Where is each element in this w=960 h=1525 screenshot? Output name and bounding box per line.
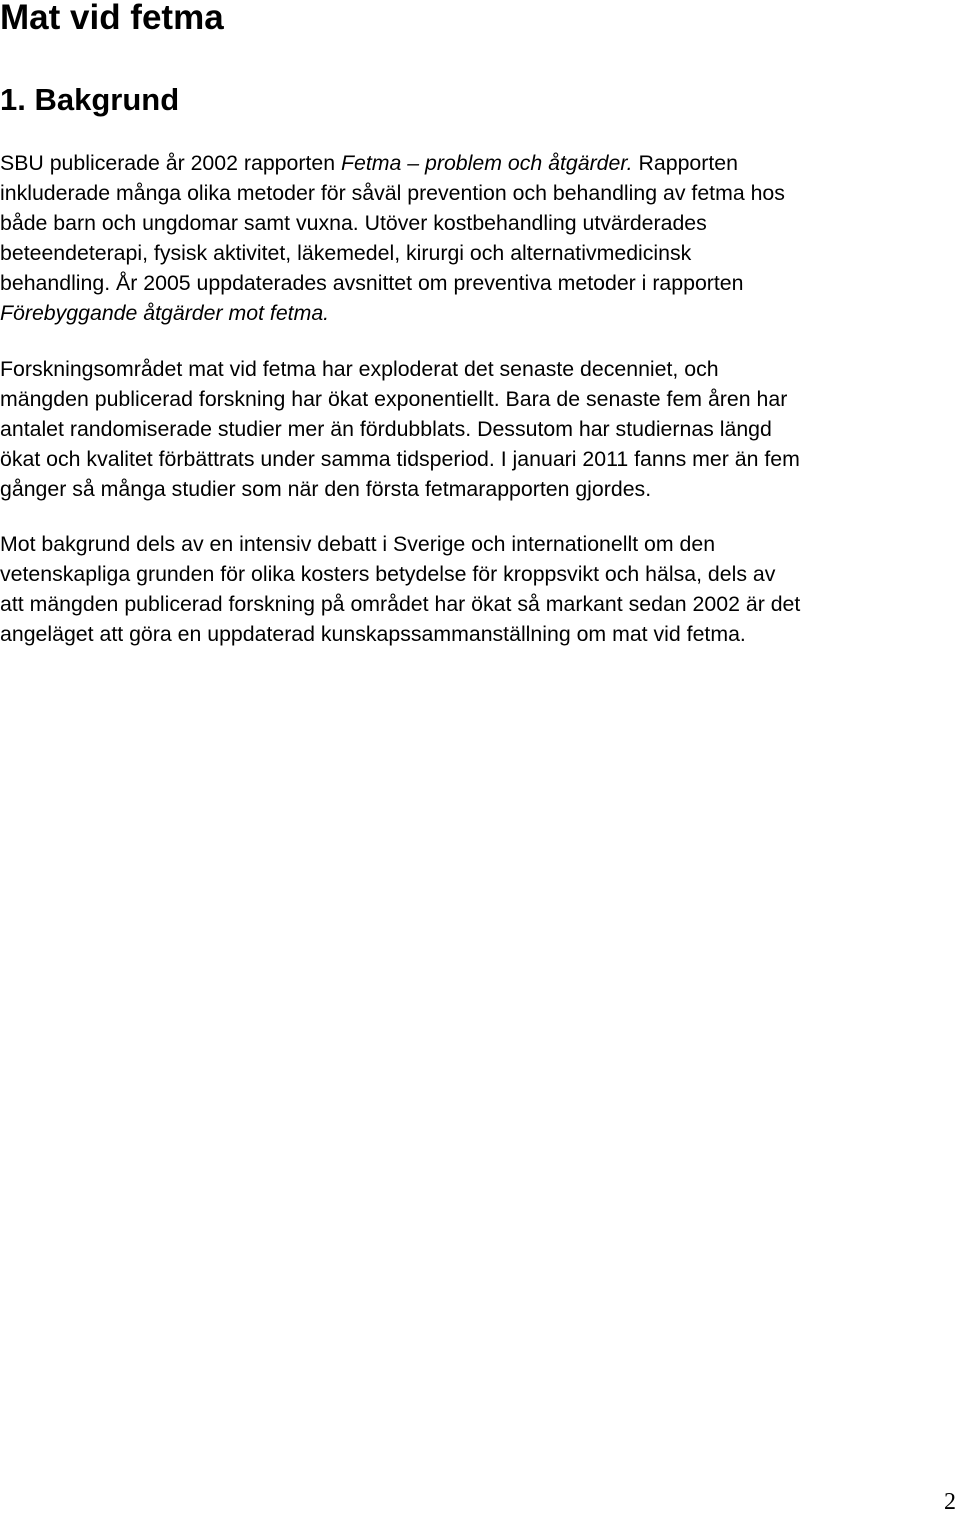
paragraph-line: behandling. År 2005 uppdaterades avsnittet om preventiva metoder i rapporten [0, 271, 744, 295]
paragraph-line [0, 148, 960, 178]
paragraph-line: beteendeterapi, fysisk aktivitet, läkemedel, kirurgi och alternativmedicinsk [0, 241, 692, 265]
text-run: SBU publicerade år 2002 rapporten [0, 151, 341, 175]
report-title-italic: Förebyggande åtgärder mot fetma. [0, 301, 330, 325]
page-number: 2 [944, 1489, 956, 1515]
paragraph-background-intro [0, 148, 960, 328]
section-heading: 1. Bakgrund [0, 82, 180, 117]
text-run: Rapporten [632, 151, 738, 175]
paragraph-line: gånger så många studier som när den första fetmarapporten gjordes. [0, 477, 652, 501]
paragraph-line: antalet randomiserade studier mer än fördubblats. Dessutom har studiernas längd [0, 417, 772, 441]
paragraph-line: inkluderade många olika metoder för såväl prevention och behandling av fetma hos [0, 181, 785, 205]
paragraph-line: både barn och ungdomar samt vuxna. Utöver kostbehandling utvärderades [0, 211, 707, 235]
paragraph-line: att mängden publicerad forskning på området har ökat så markant sedan 2002 är det [0, 592, 801, 616]
document-title: Mat vid fetma [0, 0, 224, 37]
paragraph-line: Forskningsområdet mat vid fetma har exploderat det senaste decenniet, och [0, 357, 719, 381]
paragraph-line: angeläget att göra en uppdaterad kunskapssammanställning om mat vid fetma. [0, 622, 746, 646]
paragraph-research-growth [0, 354, 960, 504]
paragraph-motivation [0, 529, 960, 649]
paragraph-line: ökat och kvalitet förbättrats under samma tidsperiod. I januari 2011 fanns mer än fem [0, 447, 800, 471]
paragraph-line: Mot bakgrund dels av en intensiv debatt i Sverige och internationellt om den [0, 532, 716, 556]
paragraph-line: vetenskapliga grunden för olika kosters betydelse för kroppsvikt och hälsa, dels av [0, 562, 776, 586]
paragraph-line: mängden publicerad forskning har ökat exponentiellt. Bara de senaste fem åren har [0, 387, 788, 411]
report-title-italic: Fetma – problem och åtgärder. [340, 151, 633, 175]
